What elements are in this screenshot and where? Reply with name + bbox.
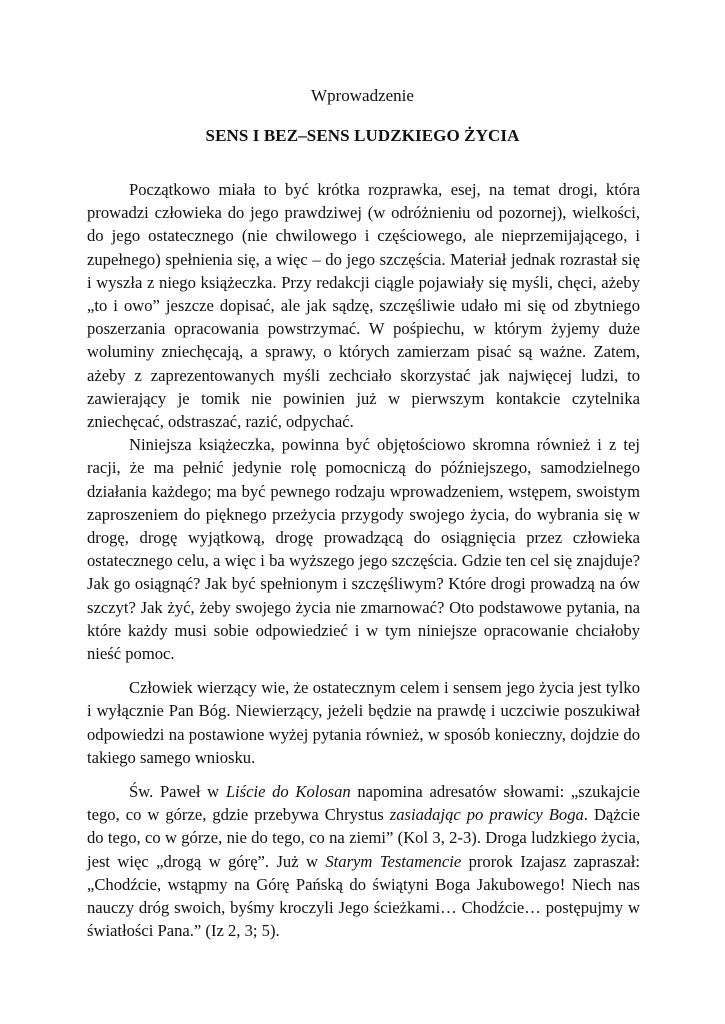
paragraph-4 [87,780,640,942]
paragraph-4-part-2: napomina adresatów słowami: „szukajcie tego, co w górze, gdzie przebywa Chrystus [87,782,640,825]
document-body [87,178,640,943]
book-title-testament: Starym Testamencie [325,851,462,871]
paragraph-1: Początkowo miała to być krótka rozprawka, esej, na temat drogi, która prowadzi człowieka do jego prawdziwej (w odróżnieniu od pozornej), wielkości, do jego ostatecznego (nie chwilowego i częściowego, ale nieprzemijającego, i zupełnego) spełnienia się, a więc – do jego szczęścia. Materiał jednak rozrastał się i wyszła z niego książeczka. Przy redakcji ciągle pojawiały się myśli, chęci, ażeby „to i owo” jeszcze dopisać, ale jak sądzę, szczęśliwie udało mi się od zbytniego poszerzania opracowania powstrzymać. W pośpiechu, w którym żyjemy duże woluminy zniechęcają, a sprawy, o których zamierzam pisać są ważne. Zatem, ażeby z zaprezentowanych myśli zechciało skorzystać jak najwięcej ludzi, to zawierający je tomik nie powinien już w pierwszym kontakcie czytelnika zniechęcać, odstraszać, razić, odpychać. [87,180,640,432]
page-title: SENS I BEZ–SENS LUDZKIEGO ŻYCIA [205,126,520,145]
paragraph-2: Niniejsza książeczka, powinna być objętościowo skromna również i z tej racji, że ma pełnić jedynie rolę pomocniczą do późniejszego, samodzielnego działania każdego; ma być pewnego rodzaju wprowadzeniem, wstępem, swoistym zaproszeniem do pięknego przeżycia przygody swojego życia, do wybrania się w drogę, drogę wyjątkową, drogę prowadzącą do osiągnięcia przez człowieka ostatecznego celu, a więc i ba wyższego jego szczęścia. Gdzie ten cel się znajduje? Jak go osiągnąć? Jak być spełnionym i szczęśliwym? Które drogi prowadzą na ów szczyt? Jak żyć, żeby swojego życia nie zmarnować? Oto podstawowe pytania, na które każdy musi sobie odpowiedzieć i w tym niniejsze opracowanie chciałoby nieść pomoc. [87,435,640,664]
paragraph-4-part-4: prorok Izajasz zapraszał: „Chodźcie, wstąpmy na Górę Pańską do świątyni Boga Jakubowego! Niech nas nauczy dróg swoich, byśmy kroczyli Jego ścieżkami… Chodźcie… postępujmy w światłości Pana.” (Iz 2, 3; 5). [87,851,640,941]
paragraph-4-part-1: Św. Paweł w [129,782,226,802]
paragraph-4-part-3: . Dążcie do tego, co w górze, nie do tego, co na ziemi” (Kol 3, 2-3). Droga ludzkiego życia, jest więc „drogą w górę”. Już w [87,805,640,871]
paragraph-3: Człowiek wierzący wie, że ostatecznym celem i sensem jego życia jest tylko i wyłącznie Pan Bóg. Niewierzący, jeżeli będzie na prawdę i uczciwie poszukiwał odpowiedzi na postawione wyżej pytania również, w sposób konieczny, dojdzie do takiego samego wniosku. [87,678,640,767]
book-title-kolosan: Liście do Kolosan [225,782,351,802]
quote-italic: zasiadając po prawicy Boga [389,805,584,825]
intro-label: Wprowadzenie [311,86,414,105]
